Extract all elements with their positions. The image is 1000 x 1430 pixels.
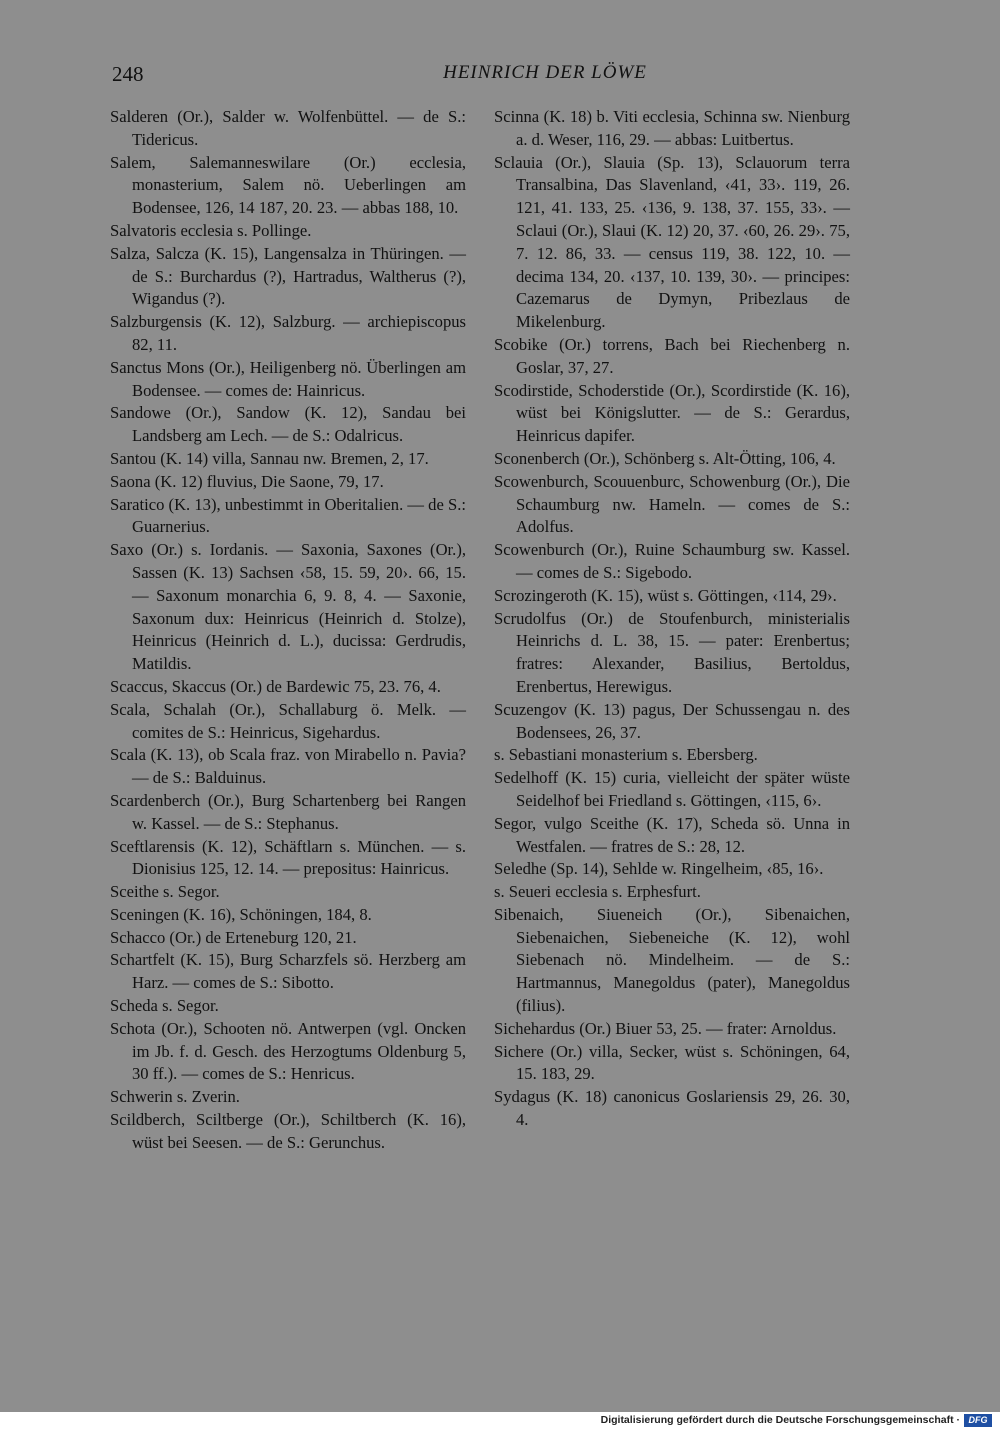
index-entry: Scheda s. Segor. — [110, 996, 219, 1016]
index-entry: Salzburgensis (K. 12), Salzburg. — archiepiscopus 82, 11. — [110, 312, 466, 354]
index-entry: Sandowe (Or.), Sandow (K. 12), Sandau bei Landsberg am Lech. — de S.: Odalricus. — [110, 403, 466, 446]
index-entry: Sydagus (K. 18) canonicus Goslariensis 29, 26. 30, 4. — [494, 1087, 850, 1130]
index-entry: Saratico (K. 13), unbestimmt in Oberitalien. — de S.: Guarnerius. — [110, 494, 466, 537]
index-entry: Scuzengov (K. 13) pagus, Der Schussengau n. des Bodensees, 26, 37. — [494, 699, 850, 742]
index-entry: Scaccus, Skaccus (Or.) de Bardewic 75, 23. 76, 4. — [110, 676, 441, 696]
index-entry: Sedelhoff (K. 15) curia, vielleicht der später wüste Seidelhof bei Friedland s. Göttingen, ‹115, 6›. — [494, 768, 850, 810]
index-entry: Sclauia (Or.), Slauia (Sp. 13), Sclauorum terra Transalbina, Das Slavenland, ‹41, 33›. 119, 26. 121, 41. 133, 25. ‹136, 9. 138, 37. 155, 33›. — Sclaui (Or.), Slaui (K. 12) 20, 37. ‹60, 26. 29›. 75, 7. 12. 86, 33. — census 119, 38. 122, 10. — decima 134, 20. ‹137, 10. 139, 30›. — principes: Cazemarus de Dymyn, Pribezlaus de Mikelenburg. — [494, 152, 850, 332]
index-entry: Sceithe s. Segor. — [110, 882, 220, 902]
index-entry: Scrudolfus (Or.) de Stoufenburch, ministerialis Heinrichs d. L. 38, 15. — pater: Erenbertus; fratres: Alexander, Basilius, Bertoldus, Erenbertus, Herewigus. — [494, 608, 850, 696]
index-entry: Salza, Salcza (K. 15), Langensalza in Thüringen. — de S.: Burchardus (?), Hartradus, Waltherus (?), Wigandus (?). — [110, 243, 466, 309]
index-entry: Saxo (Or.) s. Iordanis. — Saxonia, Saxones (Or.), Sassen (K. 13) Sachsen ‹58, 15. 59, 20›. 66, 15. — Saxonum monarchia 6, 9. 8, 4. — Saxonie, Saxonum dux: Heinricus (Heinrich d. Stolze), Heinricus (Heinrich d. L.), ducissa: Gerdrudis, Matildis. — [110, 540, 466, 674]
index-entry: s. Sebastiani monasterium s. Ebersberg. — [494, 745, 758, 765]
index-entry: Saona (K. 12) fluvius, Die Saone, 79, 17. — [110, 471, 384, 491]
index-entry: Salvatoris ecclesia s. Pollinge. — [110, 220, 312, 240]
index-entry: Scala, Schalah (Or.), Schallaburg ö. Melk. — comites de S.: Heinricus, Sigehardus. — [110, 699, 466, 742]
index-entry: Salderen (Or.), Salder w. Wolfenbüttel. — de S.: Tidericus. — [110, 107, 466, 149]
funding-notice: Digitalisierung gefördert durch die Deutsche Forschungsgemeinschaft · — [600, 1414, 960, 1426]
index-entry: Scrozingeroth (K. 15), wüst s. Göttingen, ‹114, 29›. — [494, 585, 837, 605]
index-entry: Scinna (K. 18) b. Viti ecclesia, Schinna sw. Nienburg a. d. Weser, 116, 29. — abbas: Luitbertus. — [494, 107, 850, 149]
index-entry: Segor, vulgo Sceithe (K. 17), Scheda sö. Unna in Westfalen. — fratres de S.: 28, 12. — [494, 813, 850, 856]
index-entry: Sanctus Mons (Or.), Heiligenberg nö. Überlingen am Bodensee. — comes de: Hainricus. — [110, 357, 466, 400]
left-column — [110, 106, 466, 1155]
index-entry: Sceningen (K. 16), Schöningen, 184, 8. — [110, 904, 372, 924]
index-entry: Sichehardus (Or.) Biuer 53, 25. — frater: Arnoldus. — [494, 1018, 837, 1038]
index-entry: Sconenberch (Or.), Schönberg s. Alt-Ötting, 106, 4. — [494, 448, 836, 468]
index-entry: Sibenaich, Siueneich (Or.), Sibenaichen, Siebenaichen, Siebeneiche (K. 12), wohl Siebenach nö. Mindelheim. — de S.: Hartmannus, Manegoldus (pater), Manegoldus (filius). — [494, 904, 850, 1016]
index-entry: Seledhe (Sp. 14), Sehlde w. Ringelheim, ‹85, 16›. — [494, 859, 824, 879]
index-entry: Scodirstide, Schoderstide (Or.), Scordirstide (K. 16), wüst bei Königslutter. — de S.: Gerardus, Heinricus dapifer. — [494, 380, 850, 446]
running-head — [110, 62, 860, 92]
index-entry: Salem, Salemanneswilare (Or.) ecclesia, monasterium, Salem nö. Ueberlingen am Bodensee, 126, 14 187, 20. 23. — abbas 188, 10. — [110, 152, 466, 218]
index-entry: Scardenberch (Or.), Burg Schartenberg bei Rangen w. Kassel. — de S.: Stephanus. — [110, 790, 466, 833]
index-entry: Santou (K. 14) villa, Sannau nw. Bremen, 2, 17. — [110, 448, 429, 468]
index-entry: Sceftlarensis (K. 12), Schäftlarn s. München. — s. Dionisius 125, 12. 14. — prepositus: Hainricus. — [110, 836, 466, 879]
index-entry: Scala (K. 13), ob Scala fraz. von Mirabello n. Pavia? — de S.: Balduinus. — [110, 745, 466, 788]
index-entry: Scobike (Or.) torrens, Bach bei Riechenberg n. Goslar, 37, 27. — [494, 334, 850, 377]
index-entry: Scowenburch (Or.), Ruine Schaumburg sw. Kassel. — comes de S.: Sigebodo. — [494, 540, 850, 582]
index-entry: s. Seueri ecclesia s. Erphesfurt. — [494, 882, 701, 902]
page-title: HEINRICH DER LÖWE — [443, 62, 647, 83]
page-number: 248 — [112, 62, 144, 86]
index-entry: Schwerin s. Zverin. — [110, 1087, 240, 1107]
index-entry: Schartfelt (K. 15), Burg Scharzfels sö. Herzberg am Harz. — comes de S.: Sibotto. — [110, 950, 466, 993]
index-entry: Scildberch, Sciltberge (Or.), Schiltberch (K. 16), wüst bei Seesen. — de S.: Gerunchus. — [110, 1110, 466, 1152]
index-entry: Schacco (Or.) de Erteneburg 120, 21. — [110, 927, 357, 947]
dfg-logo: DFG — [964, 1414, 992, 1427]
index-entry: Schota (Or.), Schooten nö. Antwerpen (vgl. Oncken im Jb. f. d. Gesch. des Herzogtums Oldenburg 5, 30 ff.). — comes de S.: Henricus. — [110, 1018, 466, 1084]
footer-bar — [0, 1412, 1000, 1430]
index-entry: Scowenburch, Scouuenburc, Schowenburg (Or.), Die Schaumburg nw. Hameln. — comes de S.: Adolfus. — [494, 471, 850, 537]
index-entry: Sichere (Or.) villa, Secker, wüst s. Schöningen, 64, 15. 183, 29. — [494, 1041, 850, 1084]
right-column — [494, 106, 850, 1132]
